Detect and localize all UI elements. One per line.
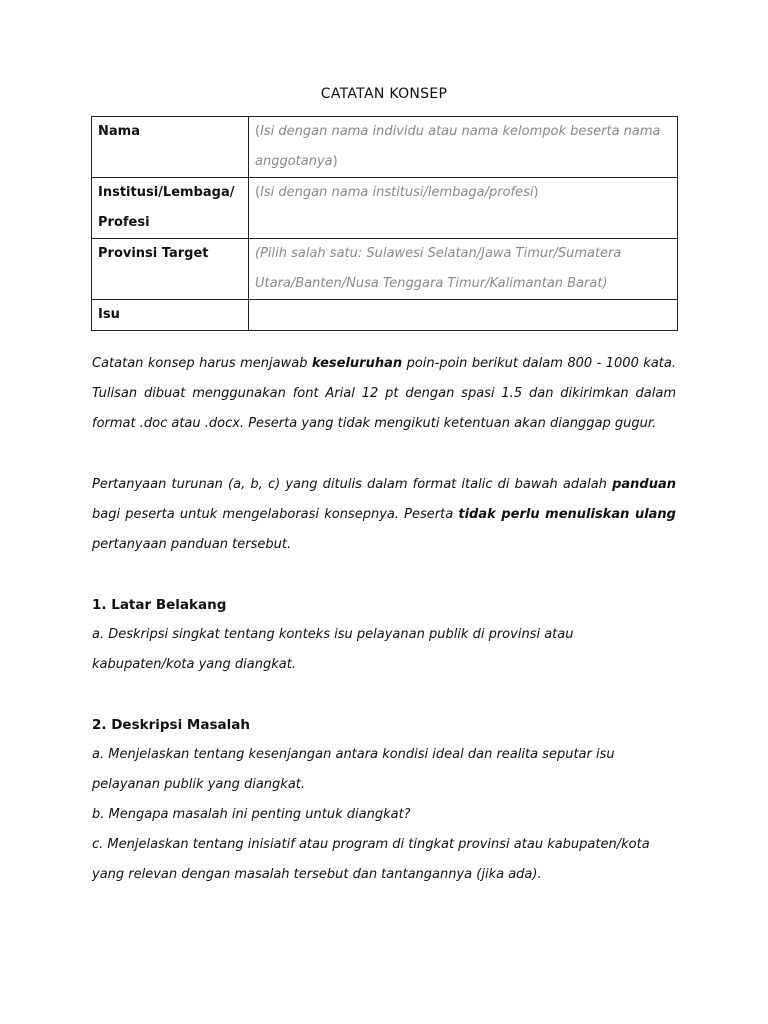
identity-table xyxy=(91,116,678,331)
field-isu[interactable] xyxy=(249,300,678,331)
hint-provinsi[interactable]: (Pilih salah satu: Sulawesi Selatan/Jawa Timur/Sumatera Utara/Banten/Nusa Tenggara Timur/Kalimantan Barat) xyxy=(249,239,678,300)
label-nama: Nama xyxy=(92,117,249,178)
hint-institusi[interactable] xyxy=(249,178,678,239)
hint-open-paren: ( xyxy=(255,185,261,200)
hint-text: Isi dengan nama institusi/lembaga/profesi xyxy=(260,185,534,200)
list-item: b. Mengapa masalah ini penting untuk diangkat? xyxy=(92,807,411,822)
list-item: a. Menjelaskan tentang kesenjangan antara kondisi ideal dan realita seputar isu pelayanan publik yang diangkat. xyxy=(92,747,615,792)
hint-close-paren: ) xyxy=(533,185,539,200)
table-row-isu xyxy=(92,300,678,331)
intro-text: Catatan konsep harus menjawab xyxy=(92,356,312,371)
intro-text: Pertanyaan turunan (a, b, c) yang ditulis dalam format italic di bawah adalah xyxy=(92,477,613,492)
list-item: a. Deskripsi singkat tentang konteks isu pelayanan publik di provinsi atau kabupaten/kota yang diangkat. xyxy=(92,627,574,672)
section-heading-latar-belakang: 1. Latar Belakang xyxy=(92,597,227,613)
intro-text: pertanyaan panduan tersebut. xyxy=(92,537,292,552)
label-provinsi: Provinsi Target xyxy=(92,239,249,300)
hint-text: Isi dengan nama individu atau nama kelompok beserta nama anggotanya xyxy=(255,124,661,169)
label-isu: Isu xyxy=(92,300,249,331)
hint-open-paren: ( xyxy=(255,124,261,139)
hint-close-paren: ) xyxy=(332,154,338,169)
emphasis-panduan: panduan xyxy=(612,477,676,492)
table-row-nama xyxy=(92,117,678,178)
intro-text: bagi peserta untuk mengelaborasi konsepnya. Peserta xyxy=(92,507,459,522)
document-title: CATATAN KONSEP xyxy=(320,86,448,102)
table-row-provinsi xyxy=(92,239,678,300)
intro-paragraph-2 xyxy=(92,470,676,560)
intro-text: poin-poin berikut dalam 800 - 1000 kata. Tulisan dibuat menggunakan font Arial 12 pt dengan spasi 1.5 dan dikirimkan dalam format .doc atau .docx. Peserta yang tidak mengikuti ketentuan akan dianggap gugur. xyxy=(92,356,676,431)
intro-paragraph-1 xyxy=(92,349,676,439)
label-institusi: Institusi/Lembaga/ Profesi xyxy=(92,178,249,239)
emphasis-tidak-perlu: tidak perlu menuliskan ulang xyxy=(458,507,676,522)
hint-nama[interactable] xyxy=(249,117,678,178)
emphasis-keseluruhan: keseluruhan xyxy=(311,356,403,371)
section-heading-deskripsi-masalah: 2. Deskripsi Masalah xyxy=(92,717,250,733)
table-row-institusi xyxy=(92,178,678,239)
list-item: c. Menjelaskan tentang inisiatif atau program di tingkat provinsi atau kabupaten/kota yang relevan dengan masalah tersebut dan tantangannya (jika ada). xyxy=(92,837,650,882)
